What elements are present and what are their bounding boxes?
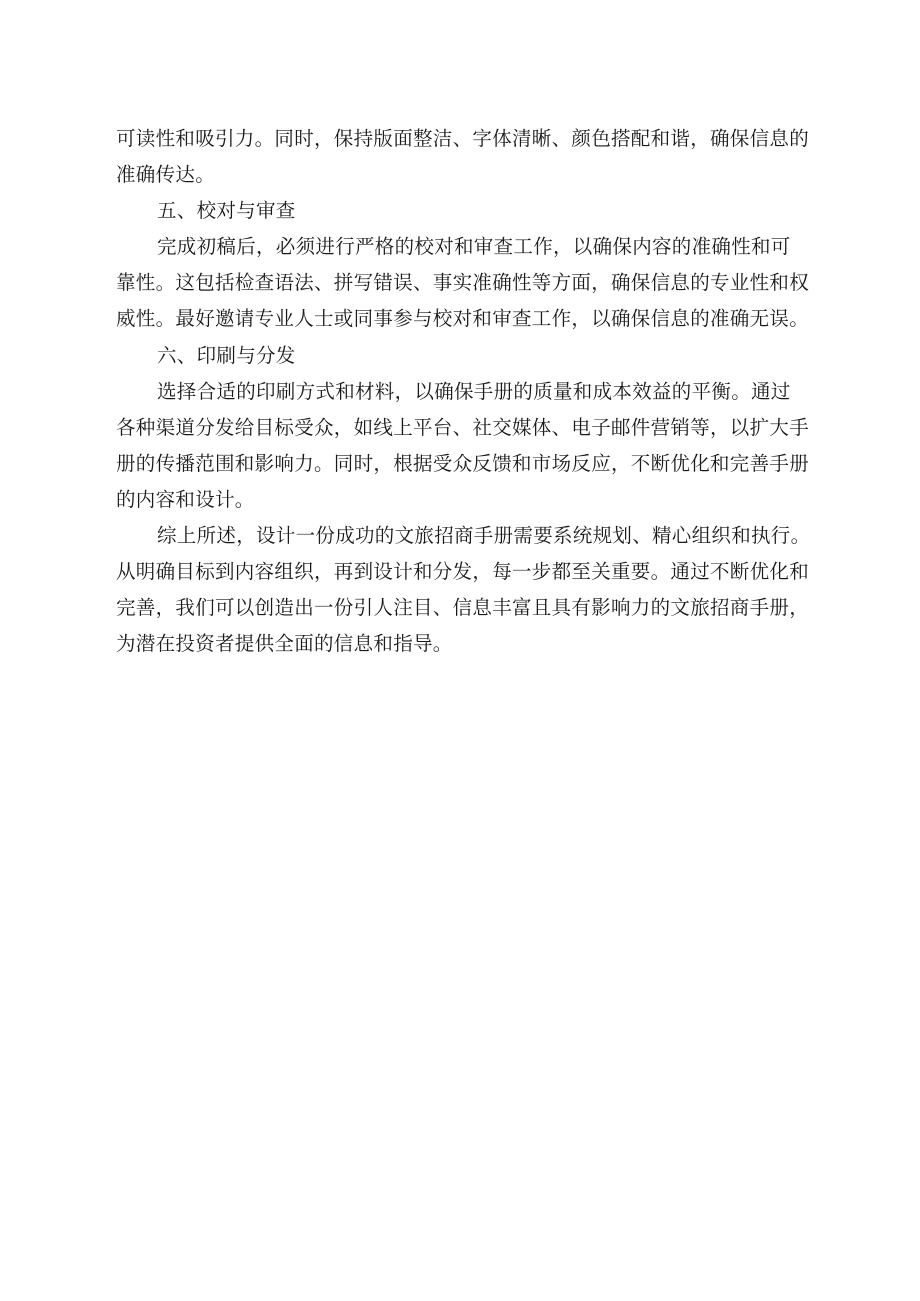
body-line: 综上所述，设计一份成功的文旅招商手册需要系统规划、精心组织和执行。 [157,524,811,548]
body-line: 可读性和吸引力。同时，保持版面整洁、字体清晰、颜色搭配和谐，确保信息的 [116,127,810,150]
document-body [116,121,816,662]
body-line: 完善，我们可以创造出一份引人注目、信息丰富且具有影响力的文旅招商手册， [116,596,810,620]
section-heading-proofreading: 五、校对与审查 [157,199,296,223]
body-line: 靠性。这包括检查语法、拼写错误、事实准确性等方面，确保信息的专业性和权 [116,271,810,295]
body-line: 为潜在投资者提供全面的信息和指导。 [116,632,453,656]
section-heading-printing: 六、印刷与分发 [157,343,296,367]
body-line: 选择合适的印刷方式和材料，以确保手册的质量和成本效益的平衡。通过 [157,379,791,403]
body-line: 册的传播范围和影响力。同时，根据受众反馈和市场反应，不断优化和完善手册 [116,451,810,475]
body-line: 威性。最好邀请专业人士或同事参与校对和审查工作，以确保信息的准确无误。 [116,307,810,331]
body-line: 从明确目标到内容组织，再到设计和分发，每一步都至关重要。通过不断优化和 [116,560,810,584]
body-line: 完成初稿后，必须进行严格的校对和审查工作，以确保内容的准确性和可 [157,235,791,259]
body-line: 的内容和设计。 [116,487,255,511]
body-line: 准确传达。 [116,163,216,187]
body-line: 各种渠道分发给目标受众，如线上平台、社交媒体、电子邮件营销等，以扩大手 [116,415,810,439]
